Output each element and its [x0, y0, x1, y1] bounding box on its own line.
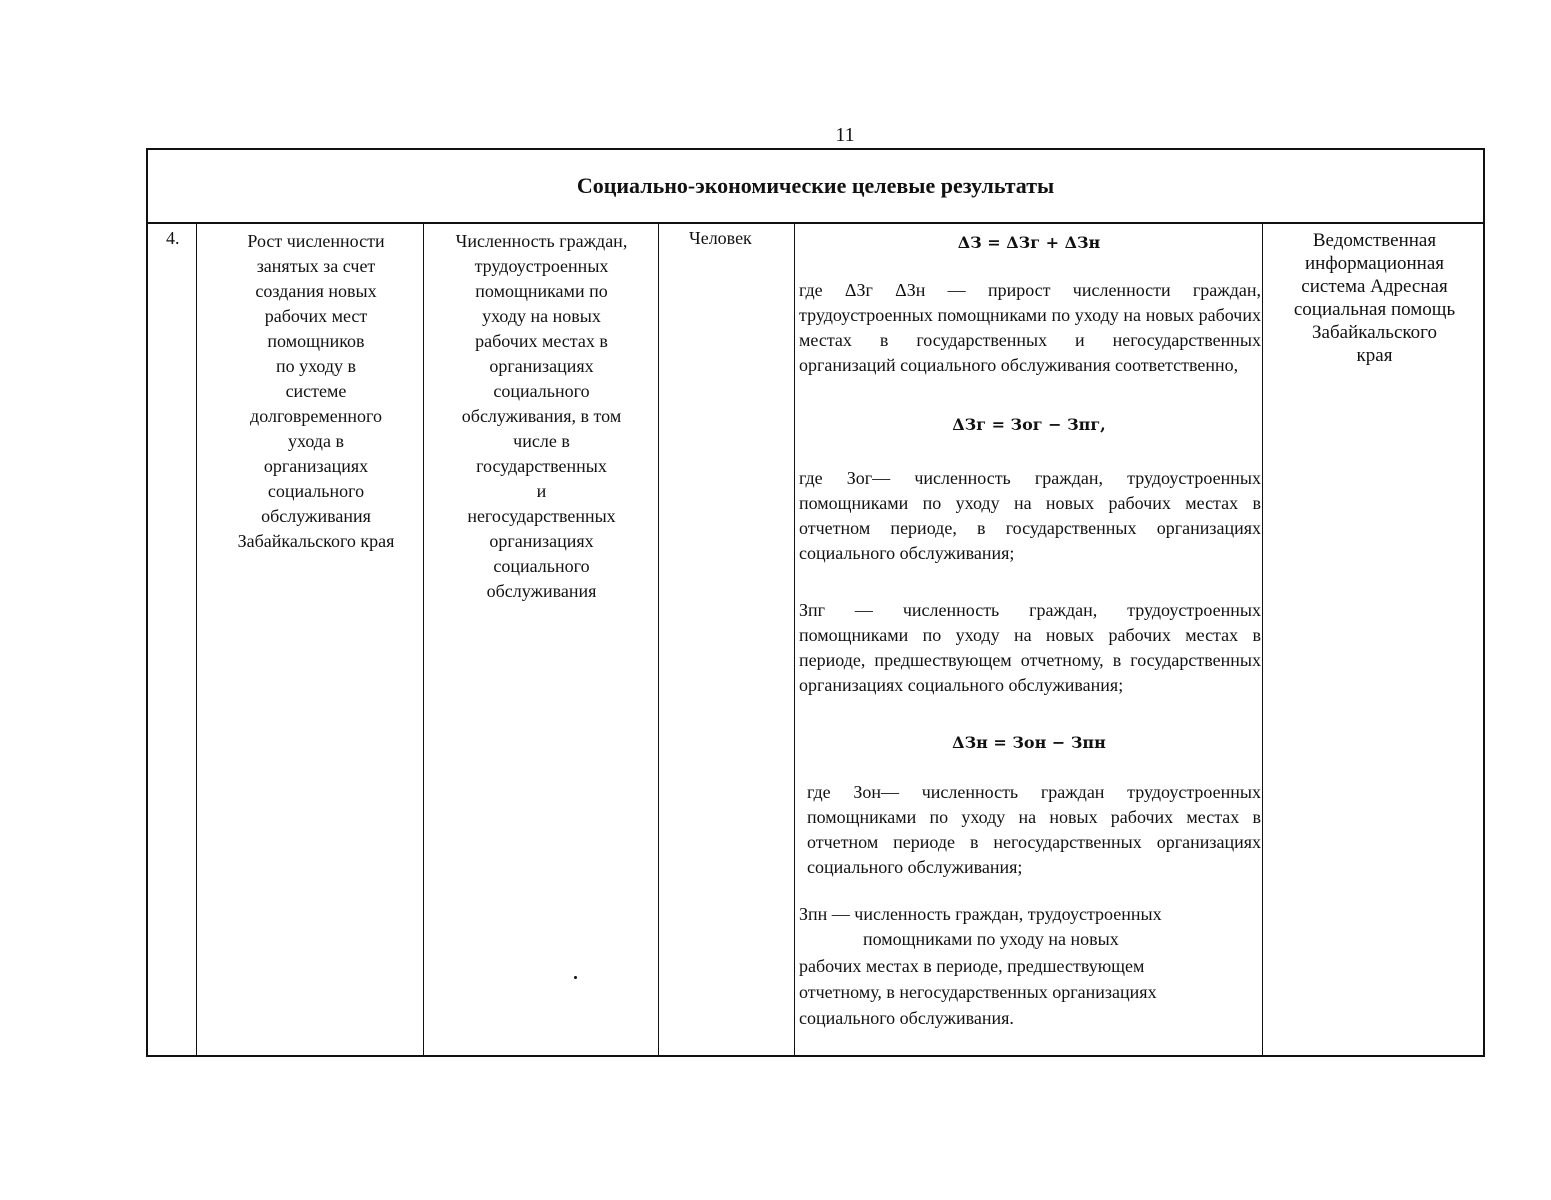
- row-number: 4.: [166, 228, 180, 248]
- unit-text: Человек: [689, 228, 752, 248]
- method-text-5-line-2: помощниками по уходу на новых: [863, 929, 1119, 949]
- indicator-cell: [196, 224, 423, 1055]
- method-cell: [794, 224, 1262, 1055]
- method-text-4: где Зон— численность граждан трудоустроенных помощниками по уходу на новых рабочих местах в отчетном периоде в негосударственных организациях социального обслуживания;: [807, 782, 1261, 877]
- method-text-5-line-5: социального обслуживания.: [799, 1008, 1014, 1028]
- indicator-text: Рост численности занятых за счет создания новых рабочих мест помощников по уходу в системе долговременного ухода в организациях социального обслуживания Забайкальского края: [237, 231, 395, 551]
- indicator-table: [146, 148, 1485, 1057]
- unit-cell: [658, 224, 794, 1055]
- method-text-5-line-4: отчетному, в негосударственных организациях: [799, 982, 1157, 1002]
- formula-nonstate: ΔЗн = Зон − Зпн: [952, 733, 1106, 752]
- definition-text: Численность граждан, трудоустроенных помощниками по уходу на новых рабочих местах в организациях социального обслуживания, в том числе в государственных и негосударственных организациях социального обслуживания: [455, 231, 628, 601]
- source-cell: [1262, 224, 1485, 1055]
- method-text-5-line-3: рабочих местах в периоде, предшествующем: [799, 956, 1145, 976]
- method-text-5-line-1: Зпн — численность граждан, трудоустроенных: [799, 904, 1162, 924]
- formula-total: ΔЗ = ΔЗг + ΔЗн: [957, 233, 1101, 252]
- formula-state: ΔЗг = Зог − Зпг,: [952, 415, 1106, 434]
- method-text-3: Зпг — численность граждан, трудоустроенных помощниками по уходу на новых рабочих местах в периоде, предшествующем отчетному, в государственных организациях социального обслуживания;: [799, 600, 1261, 695]
- page-number: 11: [835, 124, 855, 146]
- source-text: Ведомственная информационная система Адресная социальная помощь Забайкальского края: [1293, 230, 1456, 366]
- definition-cell: [423, 224, 658, 1055]
- method-text-1: где ΔЗг ΔЗн — прирост численности граждан, трудоустроенных помощниками по уходу на новых рабочих местах в государственных и негосударственных организаций социального обслуживания соответственно,: [799, 280, 1261, 375]
- stray-dot: [574, 976, 577, 979]
- section-title: Социально-экономические целевые результаты: [146, 148, 1485, 224]
- table-row: [146, 222, 1485, 1057]
- row-number-cell: [148, 224, 196, 1055]
- method-text-2: где Зог— численность граждан, трудоустроенных помощниками по уходу на новых рабочих местах в отчетном периоде, в государственных организациях социального обслуживания;: [799, 468, 1261, 563]
